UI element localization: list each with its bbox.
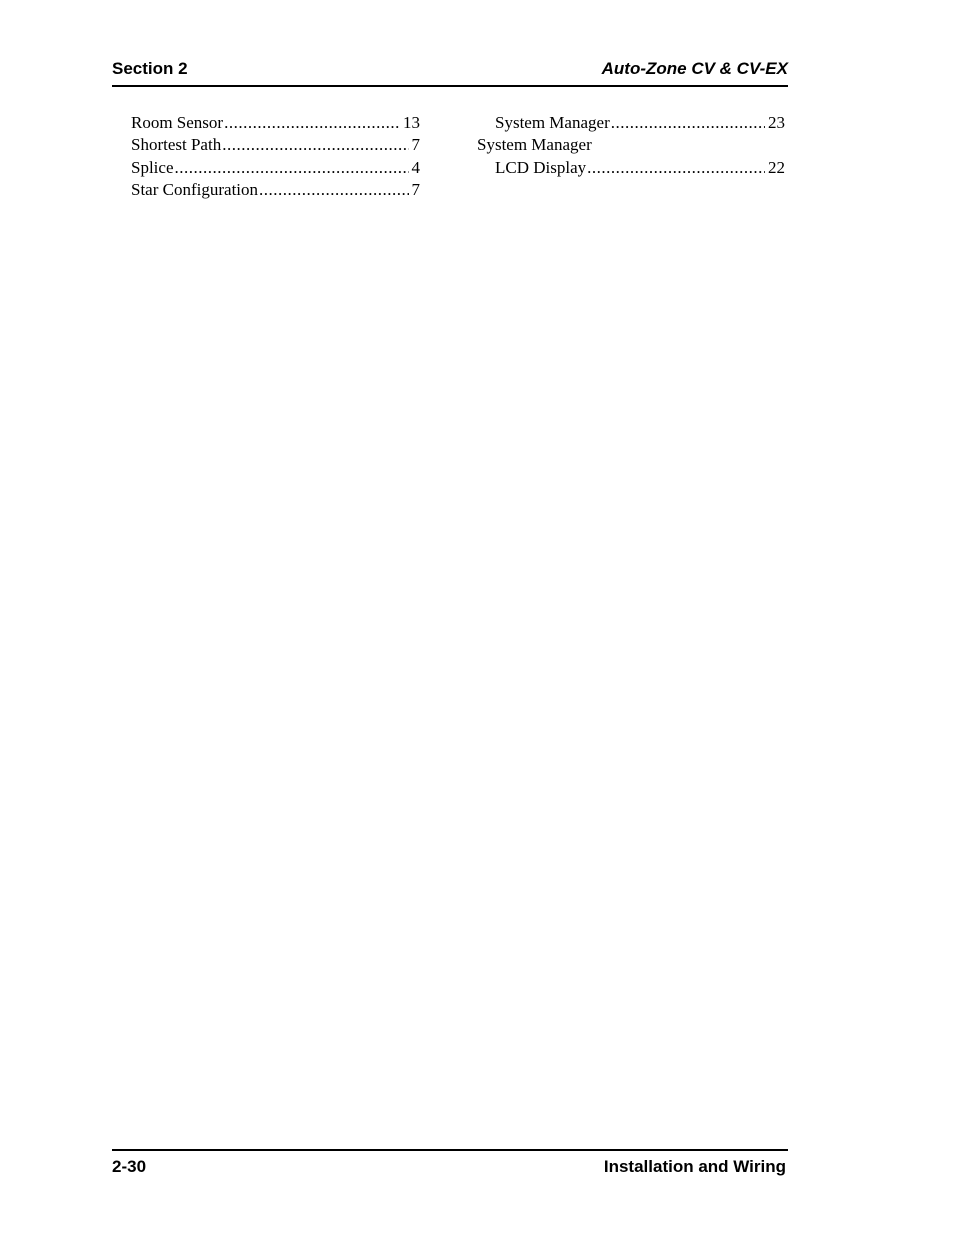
- index-page-number: 23: [768, 113, 785, 132]
- dot-leader: [224, 112, 400, 134]
- index-subentry: [477, 112, 785, 134]
- index-page-number: 13: [403, 113, 420, 132]
- product-title: Auto-Zone CV & CV-EX: [601, 59, 788, 78]
- dot-leader: [222, 134, 408, 156]
- index-entry: [131, 112, 420, 134]
- dot-leader: [175, 157, 409, 179]
- index-page-number: 4: [411, 157, 420, 177]
- index-term: Room Sensor: [131, 113, 224, 132]
- section-label: Section 2: [112, 59, 188, 78]
- index-subentry: [477, 157, 785, 179]
- index-column-right: [477, 112, 785, 179]
- index-term: Splice: [131, 157, 174, 177]
- page-header: [112, 58, 788, 87]
- index-term: System Manager: [477, 135, 592, 155]
- index-entry-heading: [477, 134, 785, 156]
- index-term: Shortest Path: [131, 135, 222, 155]
- index-term: Star Configuration: [131, 179, 259, 199]
- index-page-number: 7: [411, 135, 420, 155]
- dot-leader: [611, 112, 765, 134]
- chapter-title: Installation and Wiring: [603, 1157, 786, 1176]
- dot-leader: [259, 179, 408, 201]
- index-entry: [131, 134, 420, 156]
- index-page-number: 22: [768, 157, 785, 177]
- index-entry: [131, 157, 420, 179]
- index-entry: [131, 179, 420, 201]
- page-number: 2-30: [112, 1157, 147, 1176]
- index-column-left: [131, 112, 420, 201]
- index-term: LCD Display: [495, 157, 587, 177]
- index-term: System Manager: [495, 113, 610, 132]
- dot-leader: [587, 157, 765, 179]
- index-page-number: 7: [411, 179, 420, 199]
- page-footer: [112, 1149, 788, 1181]
